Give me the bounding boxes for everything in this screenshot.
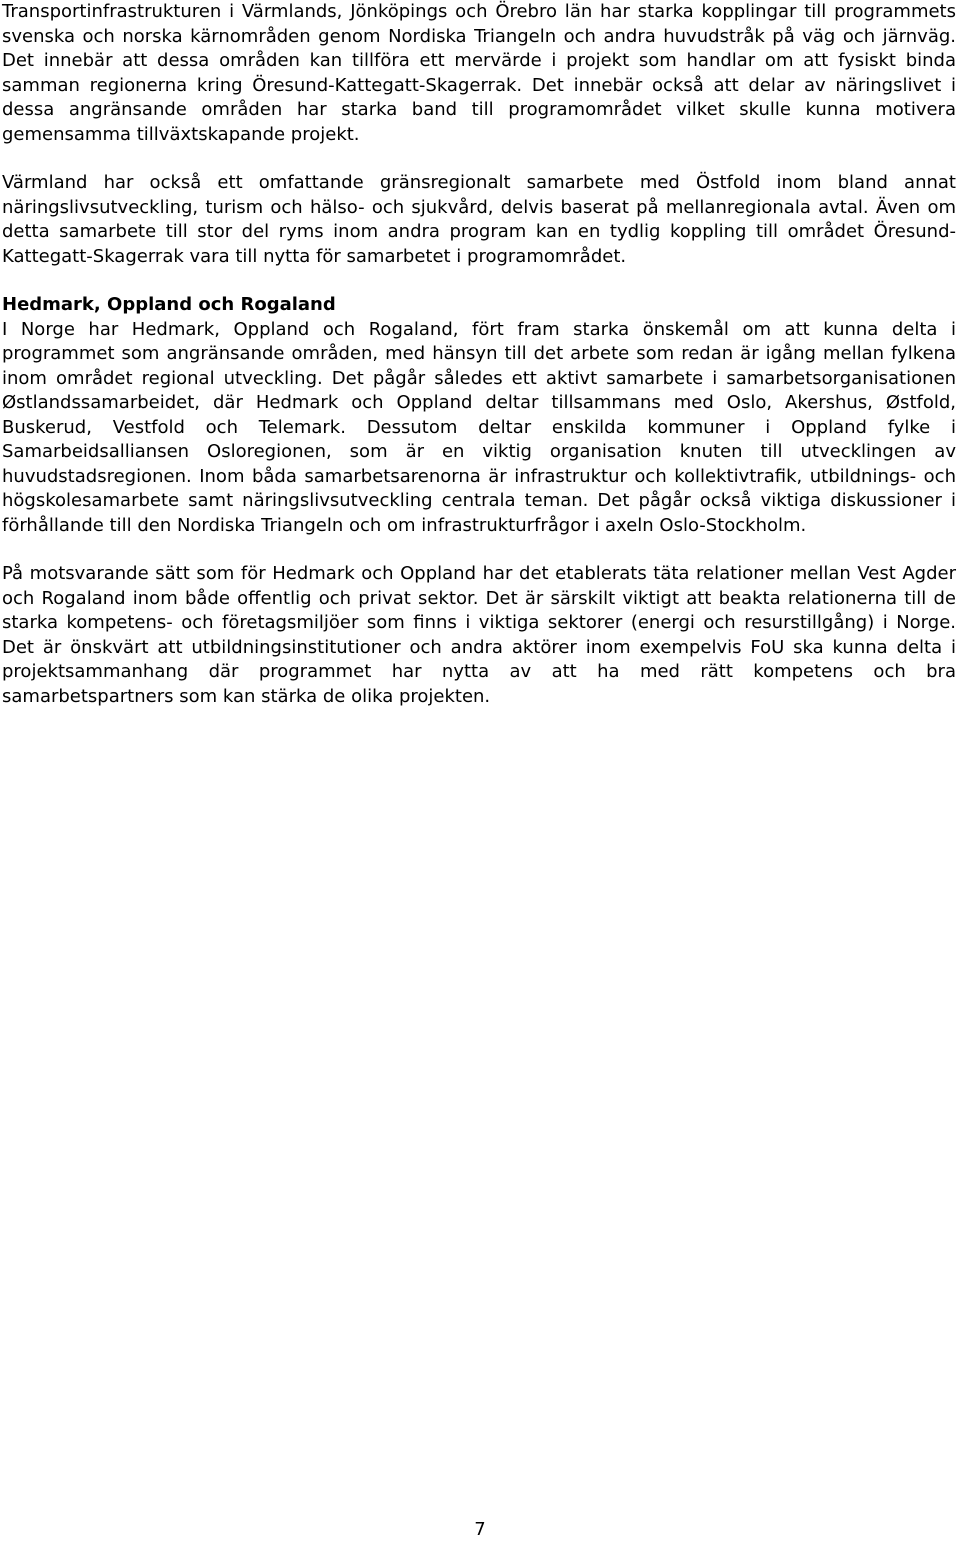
paragraph-spacer — [2, 147, 956, 171]
page-number: 7 — [474, 1519, 486, 1540]
paragraph-spacer — [2, 269, 956, 293]
paragraph-spacer — [2, 538, 956, 562]
section-heading: Hedmark, Oppland och Rogaland — [2, 294, 336, 315]
document-page — [2, 0, 956, 709]
paragraph-vest-agder-rogaland: På motsvarande sätt som för Hedmark och Oppland har det etablerats täta relationer mellan Vest Agder och Rogaland inom både offentlig och privat sektor. Det är särskilt viktigt att beakta relationerna till de starka kompetens- och företagsmiljöer som finns i viktiga sektorer (energi och resurstillgång) i Norge. Det är önskvärt att utbildningsinstitutioner och andra aktörer inom exempelvis FoU ska kunna delta i projektsammanhang där programmet har nytta av att ha med rätt kompetens och bra samarbetspartners som kan stärka de olika projekten. — [2, 563, 956, 707]
paragraph-transport-infrastructure: Transportinfrastrukturen i Värmlands, Jönköpings och Örebro län har starka kopplingar till programmets svenska och norska kärnområden genom Nordiska Triangeln och andra huvudstråk på väg och järnväg. Det innebär att dessa områden kan tillföra ett mervärde i projekt som handlar om att fysiskt binda samman regionerna kring Öresund-Kattegatt-Skagerrak. Det innebär också att delar av näringslivet i dessa angränsande områden har starka band till programområdet vilket skulle kunna motivera gemensamma tillväxtskapande projekt. — [2, 1, 956, 145]
paragraph-norway-cooperation: I Norge har Hedmark, Oppland och Rogaland, fört fram starka önskemål om att kunna delta i programmet som angränsande områden, med hänsyn till det arbete som redan är igång mellan fylkena inom området regional utveckling. Det pågår således ett aktivt samarbete i samarbetsorganisationen Østlandssamarbeidet, där Hedmark och Oppland deltar tillsammans med Oslo, Akershus, Østfold, Buskerud, Vestfold och Telemark. Dessutom deltar enskilda kommuner i Oppland fylke i Samarbeidsalliansen Osloregionen, som är en viktig organisation knuten till utvecklingen av huvudstadsregionen. Inom båda samarbetsarenorna är infrastruktur och kollektivtrafik, utbildnings- och högskolesamarbete samt näringslivsutveckling centrala teman. Det pågår också viktiga diskussioner i förhållande till den Nordiska Triangeln och om infrastrukturfrågor i axeln Oslo-Stockholm. — [2, 318, 956, 536]
paragraph-varmland-cooperation: Värmland har också ett omfattande gränsregionalt samarbete med Östfold inom bland annat näringslivsutveckling, turism och hälso- och sjukvård, delvis baserat på mellanregionala avtal. Även om detta samarbete till stor del ryms inom andra program kan en tydlig koppling till området Öresund-Kattegatt-Skagerrak vara till nytta för samarbetet i programområdet. — [2, 172, 956, 267]
